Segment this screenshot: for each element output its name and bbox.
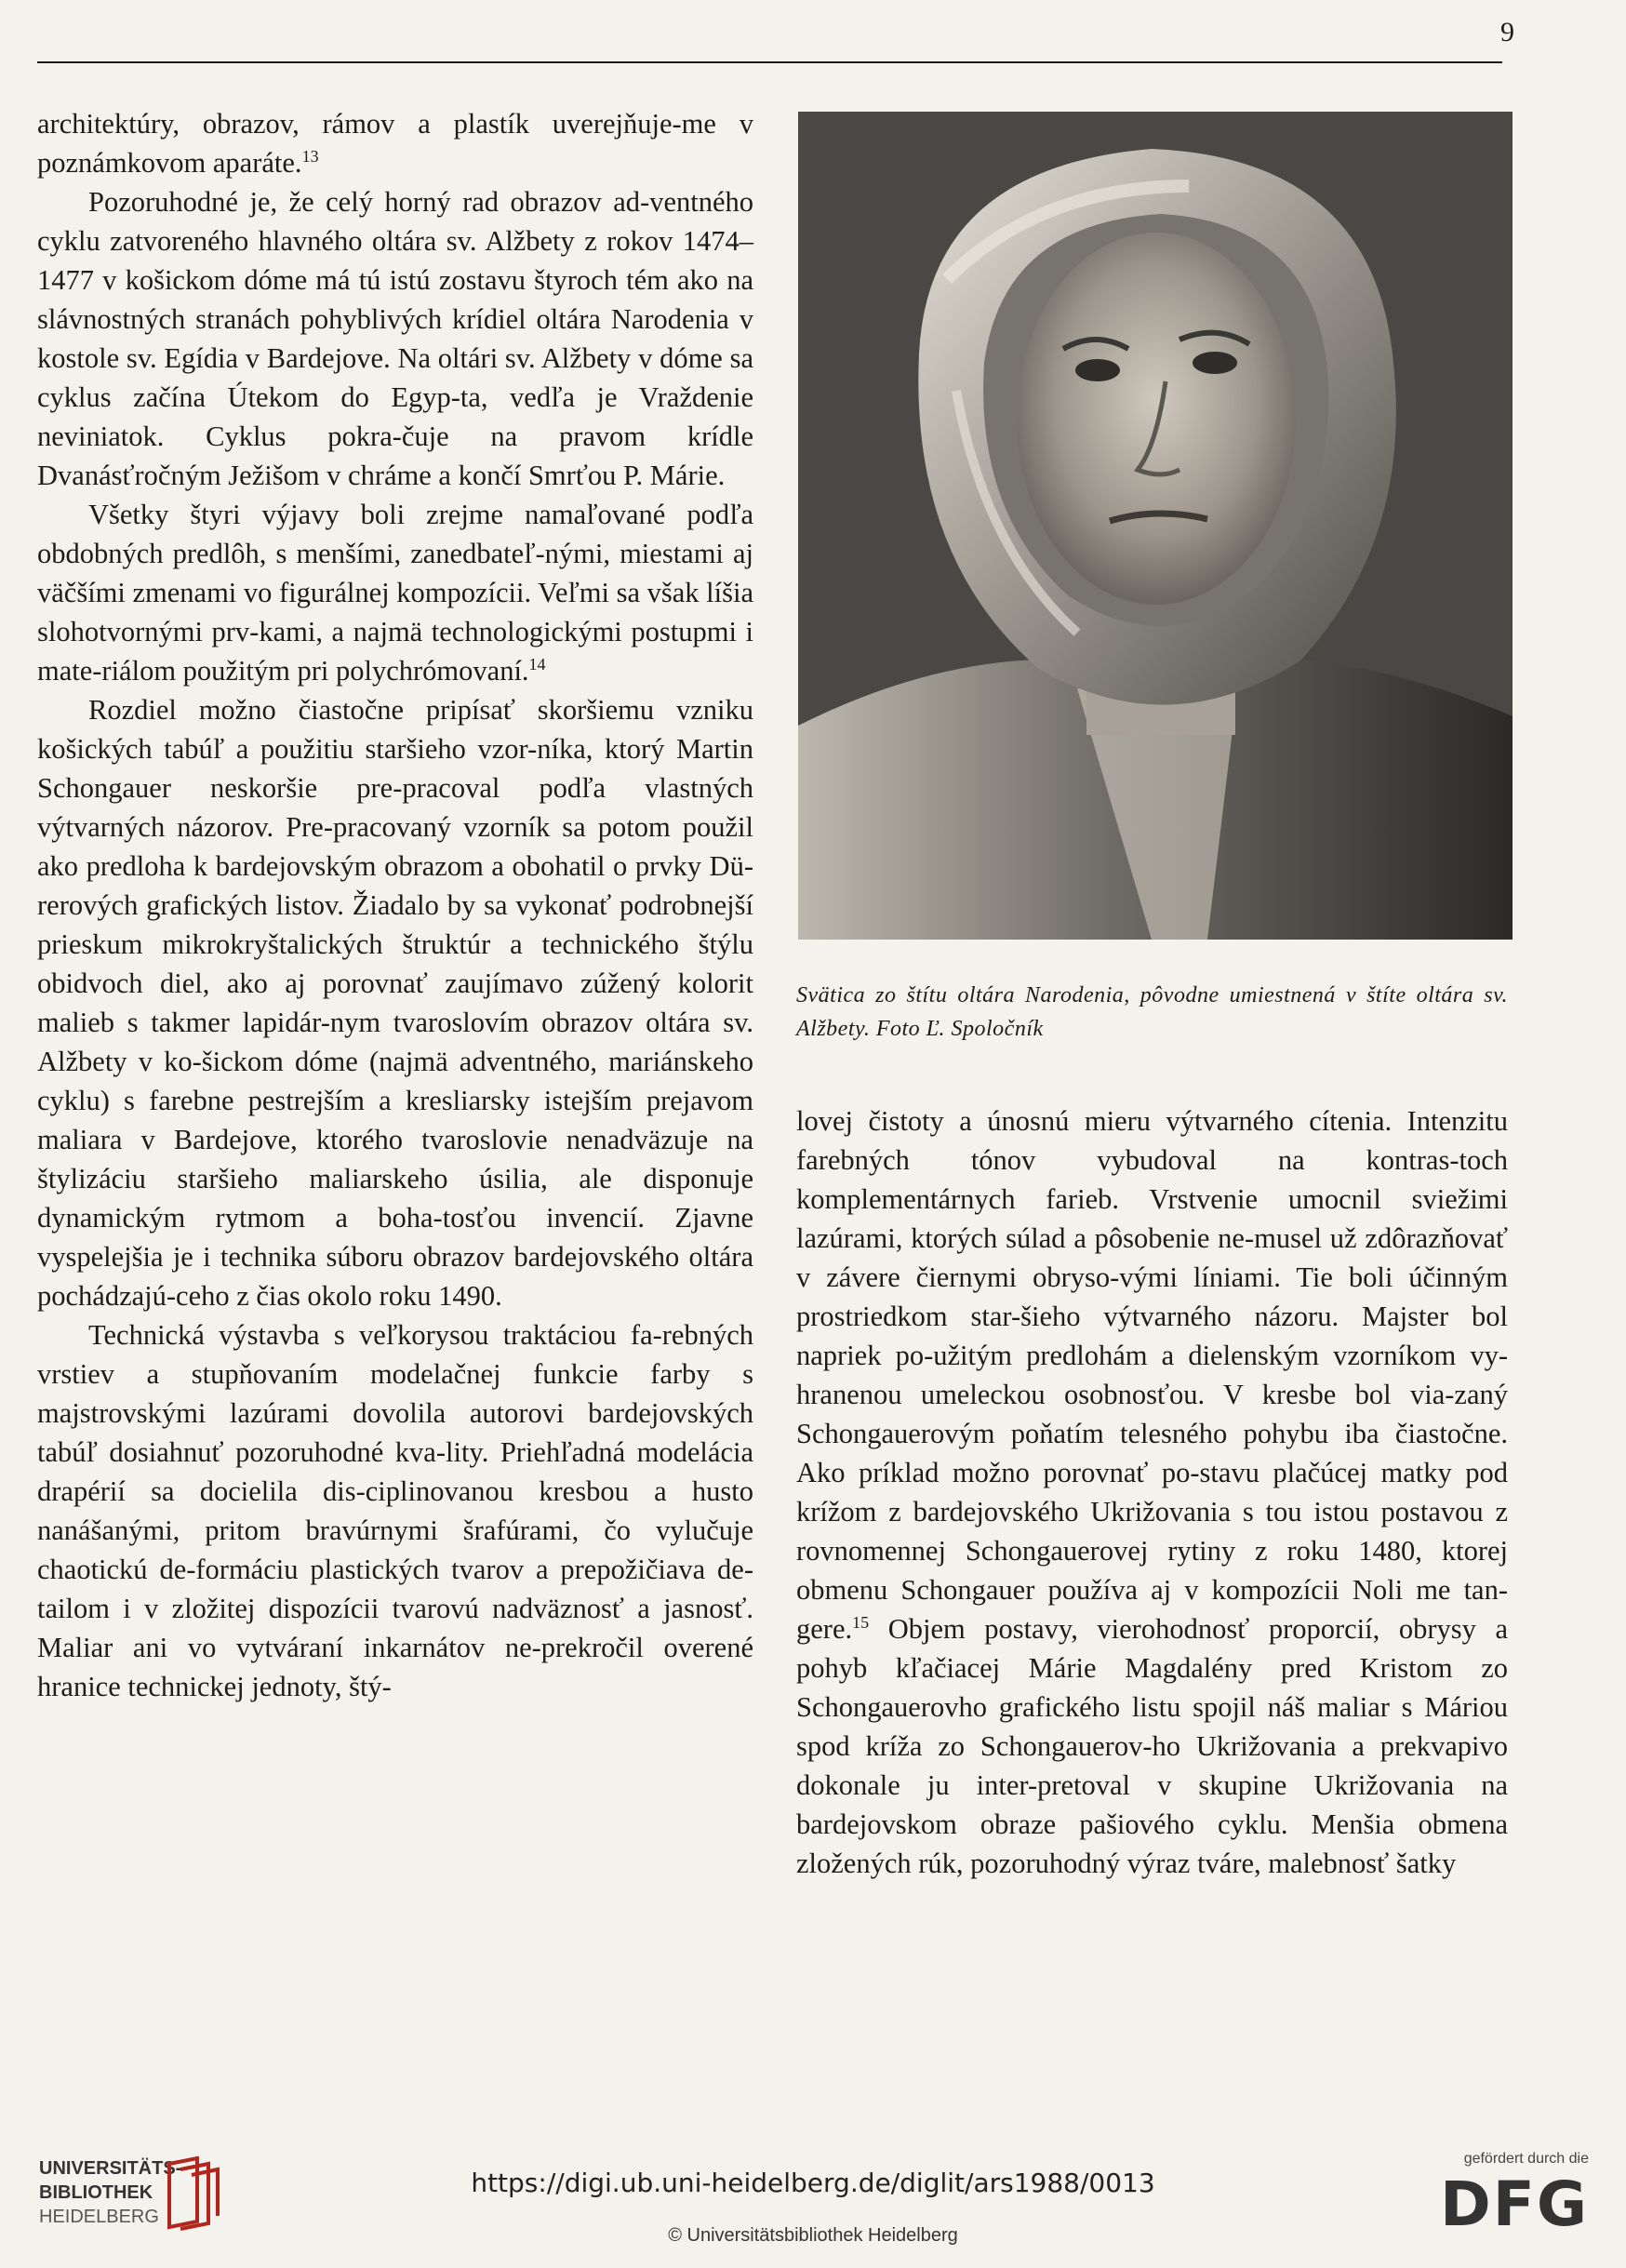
- copyright-notice: © Universitätsbibliothek Heidelberg: [668, 2225, 958, 2246]
- sponsor-label: gefördert durch die: [1463, 2151, 1589, 2167]
- paragraph: architektúry, obrazov, rámov a plastík uverejňuje-me v poznámkovom aparáte.$^{13}$: [37, 108, 753, 179]
- library-logo-text[interactable]: UNIVERSITÄTS- BIBLIOTHEK HEIDELBERG: [39, 2158, 182, 2227]
- left-text-column: [37, 104, 753, 1706]
- digital-object-link[interactable]: https://digi.ub.uni-heidelberg.de/diglit/ars1988/0013: [471, 2168, 1155, 2198]
- paragraph: Všetky štyri výjavy boli zrejme namaľované podľa obdobných predlôh, s menšími, zanedbateľ-nými, miestami aj väčšími zmenami vo figurálnej kompozícii. Veľmi sa však líšia slohotvornými prv-kami, a najmä technologickými postupmi i mate-riálom použitým pri polychrómovaní.$^{14}$: [37, 499, 753, 687]
- figure-caption: Svätica zo štítu oltára Narodenia, pôvodne umiestnená v štíte oltára sv. Alžbety. Foto Ľ. Spoločník: [796, 983, 1508, 1041]
- footnote-ref[interactable]: 13: [301, 146, 319, 166]
- dfg-logo[interactable]: DFG: [1439, 2168, 1589, 2240]
- paragraph: lovej čistoty a únosnú mieru výtvarného cítenia. Intenzitu farebných tónov vybudoval na kontras-toch komplementárnych farieb. Vrstvenie umocnil sviežimi lazúrami, ktorých súlad a pôsobenie ne-musel už zdôrazňovať v závere čiernymi obryso-vými líniami. Tie boli účinným prostriedkom star-šieho výtvarného názoru. Majster bol napriek po-užitým predlohám a dielenským vzorníkom vy-hranenou umeleckou osobnosťou. V kresbe bol via-zaný Schongauerovým poňatím telesného pohybu iba čiastočne. Ako príklad možno porovnať po-stavu plačúcej matky pod krížom z bardejovského Ukrižovania s tou istou postavou z rovnomennej Schongauerovej rytiny z roku 1480, ktorej obmenu Schongauer používa aj v kompozícii Noli me tan-gere.$^{15}$ Objem postavy, vierohodnosť proporcií, obrysy a pohyb kľačiacej Márie Magdalény pred Kristom zo Schongauerovho grafického listu spojil náš maliar s Máriou spod kríža zo Schongauerov-ho Ukrižovania a prekvapivo dokonale ju inter-pretoval v skupine Ukrižovania na bardejovskom obraze pašiového cyklu. Menšia obmena zložených rúk, pozoruhodný výraz tváre, malebnosť šatky: [796, 1105, 1509, 1879]
- page-number: 9: [1500, 17, 1514, 47]
- sculpture-photo: [798, 112, 1513, 940]
- footnote-ref[interactable]: 15: [852, 1612, 870, 1632]
- saint-sculpture-illustration: [798, 112, 1513, 940]
- right-text-column: [796, 1101, 1508, 1883]
- footnote-ref[interactable]: 14: [528, 654, 546, 674]
- paragraph: Technická výstavba s veľkorysou traktáciou fa-rebných vrstiev a stupňovaním modelačnej funkcie farby s majstrovskými lazúrami dovolila autorovi bardejovských tabúľ dosiahnuť pozoruhodné kva-lity. Priehľadná modelácia drapérií sa docielila dis-ciplinovanou kresbou a husto nanášanými, pritom bravúrnymi šrafúrami, čo vylučuje chaotickú de-formáciu plastických tvarov a prepožičiava de-tailom i v zložitej dispozícii tvarovú nadväznosť a jasnosť. Maliar ani vo vytváraní inkarnátov ne-prekročil overené hranice technickej jednoty, štý-: [37, 1319, 753, 1702]
- paragraph: Rozdiel možno čiastočne pripísať skoršiemu vzniku košických tabúľ a použitiu staršieho vzor-níka, ktorý Martin Schongauer neskoršie pre-pracoval podľa vlastných výtvarných názorov. Pre-pracovaný vzorník sa potom použil ako predloha k bardejovským obrazom a obohatil o prvky Dü-rerových grafických listov. Žiadalo by sa vykonať podrobnejší prieskum mikrokryštalických štruktúr a technického štýlu obidvoch diel, ako aj porovnať zaujímavo zúžený kolorit malieb s takmer lapidár-nym tvaroslovím obrazov oltára sv. Alžbety v ko-šickom dóme (najmä adventného, mariánskeho cyklu) s farebne pestrejším a kresliarsky istejším prejavom maliara v Bardejove, ktorého tvaroslovie nenadväzuje na štylizáciu staršieho maliarskeho úsilia, ale disponuje dynamickým rytmom a boha-tosťou invencií. Zjavne vyspelejšia je i technika súboru obrazov bardejovského oltára pochádzajú-ceho z čias okolo roku 1490.: [37, 694, 753, 1312]
- paragraph: Pozoruhodné je, že celý horný rad obrazov ad-ventného cyklu zatvoreného hlavného oltára sv. Alžbety z rokov 1474–1477 v košickom dóme má tú istú zostavu štyroch tém ako na slávnostných stranách pohyblivých krídiel oltára Narodenia v kostole sv. Egídia v Bardejove. Na oltári sv. Alžbety v dóme sa cyklus začína Útekom do Egyp-ta, vedľa je Vraždenie neviniatok. Cyklus pokra-čuje na pravom krídle Dvanásťročným Ježišom v chráme a končí Smrťou P. Márie.: [37, 186, 753, 491]
- footer: [0, 2140, 1626, 2268]
- header-rule: [37, 61, 1502, 63]
